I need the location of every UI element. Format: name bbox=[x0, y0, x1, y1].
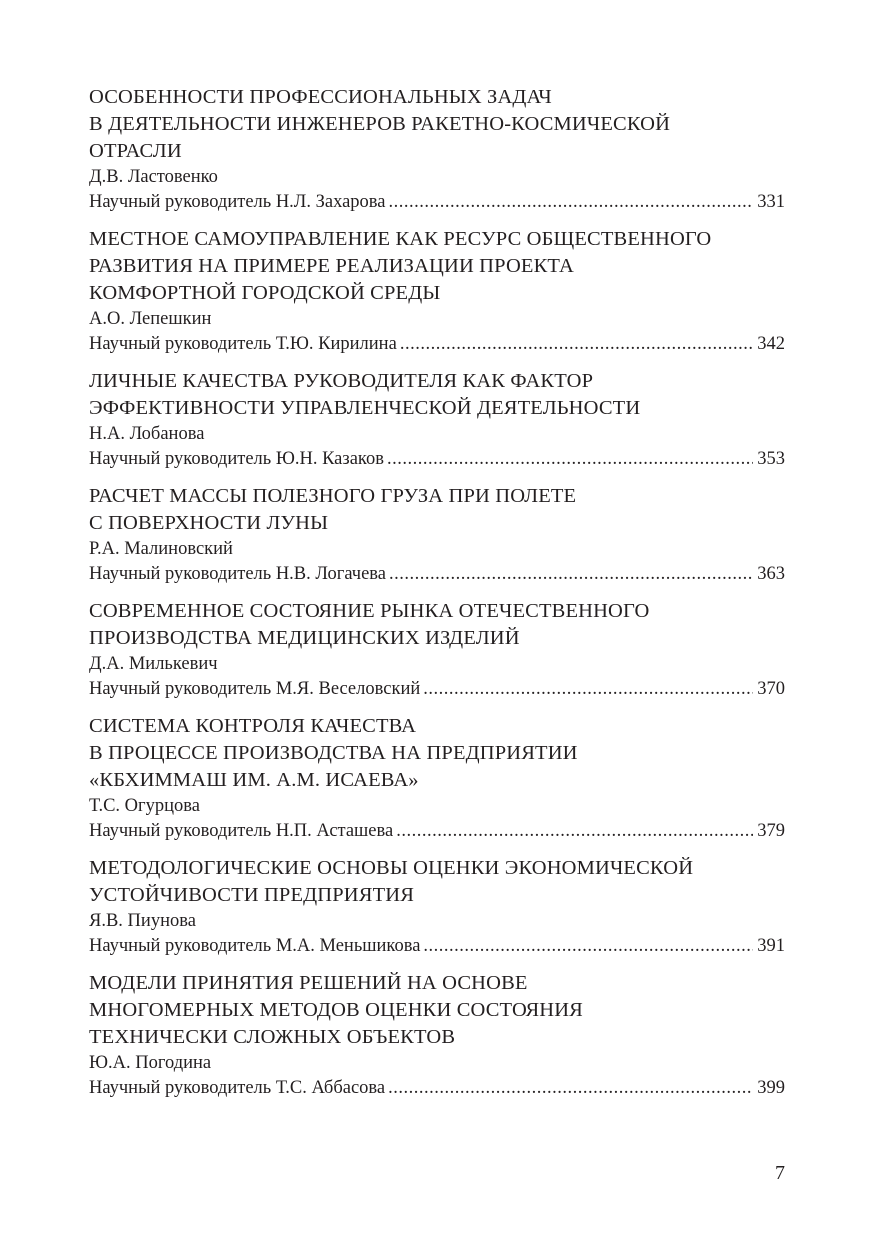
dot-leader bbox=[423, 677, 753, 702]
entry-page-number: 379 bbox=[757, 821, 785, 841]
entry-page-number: 399 bbox=[757, 1078, 785, 1098]
dot-leader bbox=[389, 190, 754, 215]
entry-page-number: 363 bbox=[757, 564, 785, 584]
dot-leader bbox=[396, 819, 753, 844]
entry-supervisor-row bbox=[89, 1076, 785, 1101]
table-of-contents bbox=[89, 84, 785, 1112]
entry-supervisor-row bbox=[89, 562, 785, 587]
page-number: 7 bbox=[775, 1162, 785, 1184]
entry-supervisor-row bbox=[89, 332, 785, 357]
dot-leader bbox=[387, 447, 753, 472]
entry-page-number: 331 bbox=[757, 192, 785, 212]
toc-entry bbox=[89, 970, 785, 1101]
entry-title-line: МЕТОДОЛОГИЧЕСКИЕ ОСНОВЫ ОЦЕНКИ ЭКОНОМИЧЕСКОЙ bbox=[89, 857, 694, 879]
entry-author: Д.А. Милькевич bbox=[89, 654, 218, 674]
entry-title-line: СОВРЕМЕННОЕ СОСТОЯНИЕ РЫНКА ОТЕЧЕСТВЕННОГО bbox=[89, 600, 650, 622]
entry-author: Р.А. Малиновский bbox=[89, 539, 233, 559]
toc-entry bbox=[89, 713, 785, 844]
entry-title-line: «КБХИММАШ ИМ. А.М. ИСАЕВА» bbox=[89, 769, 419, 791]
entry-title-line: С ПОВЕРХНОСТИ ЛУНЫ bbox=[89, 512, 329, 534]
entry-supervisor: Научный руководитель Т.С. Аббасова bbox=[89, 1078, 386, 1098]
entry-supervisor-row bbox=[89, 447, 785, 472]
entry-author: Д.В. Ластовенко bbox=[89, 167, 218, 187]
toc-entry bbox=[89, 855, 785, 959]
entry-title-line: ТЕХНИЧЕСКИ СЛОЖНЫХ ОБЪЕКТОВ bbox=[89, 1026, 456, 1048]
entry-supervisor-row bbox=[89, 819, 785, 844]
toc-entry bbox=[89, 598, 785, 702]
toc-entry bbox=[89, 483, 785, 587]
entry-supervisor-row bbox=[89, 934, 785, 959]
dot-leader bbox=[388, 1076, 753, 1101]
entry-author: А.О. Лепешкин bbox=[89, 309, 212, 329]
entry-supervisor: Научный руководитель М.Я. Веселовский bbox=[89, 679, 421, 699]
entry-title-line: МЕСТНОЕ САМОУПРАВЛЕНИЕ КАК РЕСУРС ОБЩЕСТВЕННОГО bbox=[89, 228, 712, 250]
entry-title-line: СИСТЕМА КОНТРОЛЯ КАЧЕСТВА bbox=[89, 715, 417, 737]
entry-supervisor: Научный руководитель Ю.Н. Казаков bbox=[89, 449, 384, 469]
entry-title-line: ОТРАСЛИ bbox=[89, 140, 182, 162]
entry-title-line: УСТОЙЧИВОСТИ ПРЕДПРИЯТИЯ bbox=[89, 884, 415, 906]
toc-entry bbox=[89, 368, 785, 472]
entry-supervisor: Научный руководитель М.А. Меньшикова bbox=[89, 936, 421, 956]
entry-page-number: 342 bbox=[757, 334, 785, 354]
entry-title-line: ЛИЧНЫЕ КАЧЕСТВА РУКОВОДИТЕЛЯ КАК ФАКТОР bbox=[89, 370, 594, 392]
entry-supervisor: Научный руководитель Н.В. Логачева bbox=[89, 564, 387, 584]
dot-leader bbox=[389, 562, 753, 587]
dot-leader bbox=[400, 332, 753, 357]
entry-title-line: ЭФФЕКТИВНОСТИ УПРАВЛЕНЧЕСКОЙ ДЕЯТЕЛЬНОСТИ bbox=[89, 397, 641, 419]
entry-title-line: КОМФОРТНОЙ ГОРОДСКОЙ СРЕДЫ bbox=[89, 282, 441, 304]
entry-author: Н.А. Лобанова bbox=[89, 424, 205, 444]
entry-title-line: ОСОБЕННОСТИ ПРОФЕССИОНАЛЬНЫХ ЗАДАЧ bbox=[89, 86, 552, 108]
entry-title-line: ПРОИЗВОДСТВА МЕДИЦИНСКИХ ИЗДЕЛИЙ bbox=[89, 627, 520, 649]
entry-supervisor: Научный руководитель Н.П. Асташева bbox=[89, 821, 394, 841]
dot-leader bbox=[423, 934, 753, 959]
entry-title-line: В ПРОЦЕССЕ ПРОИЗВОДСТВА НА ПРЕДПРИЯТИИ bbox=[89, 742, 578, 764]
entry-author: Я.В. Пиунова bbox=[89, 911, 196, 931]
entry-title-line: В ДЕЯТЕЛЬНОСТИ ИНЖЕНЕРОВ РАКЕТНО-КОСМИЧЕСКОЙ bbox=[89, 113, 671, 135]
entry-author: Ю.А. Погодина bbox=[89, 1053, 212, 1073]
entry-title-line: МНОГОМЕРНЫХ МЕТОДОВ ОЦЕНКИ СОСТОЯНИЯ bbox=[89, 999, 583, 1021]
toc-entry bbox=[89, 84, 785, 215]
entry-supervisor-row bbox=[89, 190, 785, 215]
entry-supervisor: Научный руководитель Т.Ю. Кирилина bbox=[89, 334, 397, 354]
entry-author: Т.С. Огурцова bbox=[89, 796, 200, 816]
entry-title-line: РАЗВИТИЯ НА ПРИМЕРЕ РЕАЛИЗАЦИИ ПРОЕКТА bbox=[89, 255, 574, 277]
entry-page-number: 391 bbox=[757, 936, 785, 956]
entry-supervisor: Научный руководитель Н.Л. Захарова bbox=[89, 192, 386, 212]
entry-page-number: 370 bbox=[757, 679, 785, 699]
toc-entry bbox=[89, 226, 785, 357]
entry-title-line: РАСЧЕТ МАССЫ ПОЛЕЗНОГО ГРУЗА ПРИ ПОЛЕТЕ bbox=[89, 485, 577, 507]
entry-title-line: МОДЕЛИ ПРИНЯТИЯ РЕШЕНИЙ НА ОСНОВЕ bbox=[89, 972, 528, 994]
entry-supervisor-row bbox=[89, 677, 785, 702]
entry-page-number: 353 bbox=[757, 449, 785, 469]
